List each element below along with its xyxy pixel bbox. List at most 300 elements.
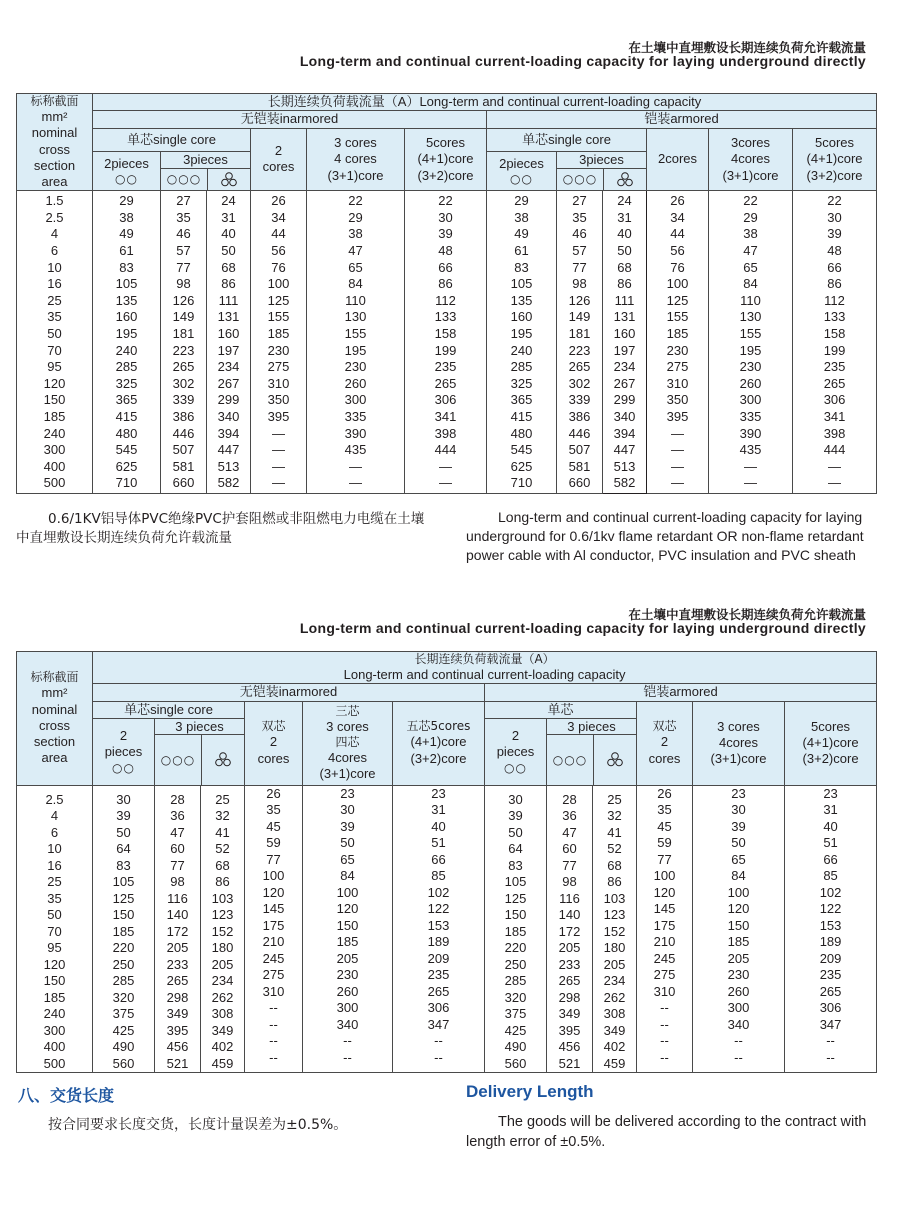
table-cell: 50: [221, 243, 236, 259]
table-cell: 521: [558, 1055, 581, 1071]
table-cell: 70: [47, 342, 62, 358]
table-cell: 30: [731, 802, 746, 818]
table-cell: 209: [819, 950, 842, 966]
table-cell: 507: [568, 442, 591, 458]
table-cell: 47: [170, 824, 185, 840]
area-column: [17, 191, 93, 494]
table-cell: 150: [43, 392, 66, 408]
single-core-header-armored: 单芯: [485, 701, 637, 718]
data-column: [161, 191, 207, 494]
table-cell: 45: [657, 818, 672, 834]
table-cell: 230: [344, 359, 367, 375]
table-cell: 285: [510, 359, 533, 375]
table-cell: 66: [431, 851, 446, 867]
table-cell: 22: [827, 193, 842, 209]
table-cell: 22: [743, 193, 758, 209]
table-cell: 158: [823, 326, 846, 341]
table-cell: 65: [743, 259, 758, 275]
table-cell: 38: [743, 226, 758, 242]
table-cell: 41: [607, 824, 622, 840]
table-cell: 490: [504, 1039, 527, 1055]
table-cell: 85: [431, 868, 446, 884]
table-cell: 310: [262, 983, 285, 999]
table-cell: 100: [336, 884, 359, 900]
table-cell: 350: [666, 392, 689, 408]
table-cell: 300: [344, 392, 367, 408]
table-cell: 25: [47, 874, 62, 890]
table-cell: 40: [431, 818, 446, 834]
table-cell: 25: [607, 791, 622, 807]
table-cell: 233: [166, 956, 189, 972]
table-cell: 56: [670, 243, 685, 259]
table-cell: 306: [819, 1000, 842, 1016]
table-cell: 39: [827, 226, 842, 242]
table-cell: 39: [731, 818, 746, 834]
table-cell: 35: [266, 802, 281, 818]
table-cell: 435: [344, 442, 367, 458]
table-cell: 560: [112, 1055, 135, 1071]
five-cores-header: 五芯5cores (4+1)core (3+2)core: [393, 701, 485, 785]
table-cell: 153: [427, 917, 450, 933]
table-cell: 135: [115, 292, 138, 308]
table-cell: 86: [438, 276, 453, 292]
table-cell: 122: [427, 901, 450, 917]
table-cell: 230: [727, 967, 750, 983]
table-cell: 102: [819, 884, 842, 900]
table-cell: --: [269, 1016, 278, 1032]
table-cell: 66: [827, 259, 842, 275]
table-cell: 47: [348, 243, 363, 259]
table-cell: 175: [653, 917, 676, 933]
delivery-body-cn: 按合同要求长度交货，长度计量误差为±0.5%。: [48, 1117, 348, 1133]
table-cell: 444: [823, 442, 846, 458]
table-cell: —: [272, 475, 285, 491]
table-cell: 205: [166, 940, 189, 956]
table-cell: 335: [344, 408, 367, 424]
table-cell: 300: [336, 1000, 359, 1016]
delivery-body-en: The goods will be delivered according to the contract with length error of ±0.5%.: [466, 1114, 867, 1150]
table-cell: 581: [568, 458, 591, 474]
table-cell: 320: [504, 989, 527, 1005]
table-cell: 195: [739, 342, 762, 358]
table-cell: 265: [568, 359, 591, 375]
table-cell: 98: [170, 874, 185, 890]
table-cell: —: [671, 442, 684, 458]
table-cell: 111: [614, 292, 635, 308]
table-cell: 102: [427, 884, 450, 900]
table-cell: 27: [176, 193, 191, 209]
table-cell: 245: [262, 950, 285, 966]
table-cell: 260: [739, 375, 762, 391]
table-cell: 230: [336, 967, 359, 983]
table-cell: 61: [119, 243, 134, 259]
table-cell: 185: [112, 923, 135, 939]
table-cell: 560: [504, 1055, 527, 1071]
table-cell: 65: [348, 259, 363, 275]
table-cell: 250: [112, 956, 135, 972]
table-cell: 26: [266, 785, 281, 801]
table-cell: 2.5: [45, 791, 64, 807]
table-cell: 155: [666, 309, 689, 325]
table-cell: 150: [336, 917, 359, 933]
table-cell: 110: [345, 292, 366, 308]
section1-title-en: Long-term and continual current-loading capacity for laying underground directly: [299, 53, 866, 69]
table-cell: 155: [344, 326, 367, 341]
table-cell: 44: [670, 226, 685, 242]
table-cell: 126: [568, 292, 591, 308]
table-cell: 459: [211, 1055, 234, 1071]
data-column: [155, 785, 201, 1073]
table-cell: 185: [43, 989, 66, 1005]
table-cell: 4: [50, 226, 59, 242]
table-cell: 197: [613, 342, 636, 358]
table-cell: 395: [267, 408, 290, 424]
table-cell: 265: [819, 983, 842, 999]
table-cell: 76: [271, 259, 286, 275]
table-cell: —: [828, 458, 842, 474]
three-cores-header-armored: 3cores 4cores (3+1)core: [709, 128, 793, 191]
table-cell: 175: [262, 917, 285, 933]
table-cell: 98: [176, 276, 191, 292]
table-cell: —: [744, 475, 757, 491]
table-cell: 111: [218, 292, 239, 308]
table-cell: 68: [607, 857, 622, 873]
flat-three-core-icon: ○○○: [155, 735, 202, 785]
table-cell: 300: [739, 392, 762, 408]
table-cell: 30: [508, 791, 523, 807]
table-cell: 133: [823, 309, 846, 325]
table-cell: 86: [607, 874, 622, 890]
section2-title-cn: 在土壤中直埋敷设长期连续负荷允许载流量: [628, 607, 866, 622]
table-cell: 459: [603, 1055, 626, 1071]
table-cell: 210: [262, 934, 285, 950]
table-cell: --: [660, 1033, 669, 1049]
table-cell: —: [349, 475, 362, 491]
table-cell: 22: [438, 193, 453, 209]
table-cell: 122: [819, 901, 842, 917]
table-cell: 46: [176, 226, 191, 242]
table-cell: 300: [43, 442, 66, 458]
data-column: [93, 785, 155, 1073]
table-cell: 50: [340, 835, 355, 851]
current-capacity-header: 长期连续负荷载流量（A）Long-term and continual current-loading capacity: [93, 94, 877, 111]
two-cores-header: 2 cores: [251, 128, 307, 191]
table-cell: 77: [657, 851, 672, 867]
table-cell: 150: [727, 917, 750, 933]
table-cell: 415: [115, 408, 138, 424]
data-column: [307, 191, 405, 494]
table-cell: 26: [670, 193, 685, 209]
flat-three-core-icon: ○○○: [547, 735, 594, 785]
table-cell: 105: [115, 276, 138, 292]
two-pieces-header-armored: 2 pieces ○○: [485, 718, 547, 785]
table-cell: 100: [653, 868, 676, 884]
two-pieces-header: 2pieces ○○: [93, 152, 161, 191]
table-cell: 65: [731, 851, 746, 867]
table-cell: 40: [617, 226, 632, 242]
table-cell: —: [439, 475, 452, 491]
current-capacity-table-2: [16, 651, 877, 1073]
table-cell: 44: [271, 226, 286, 242]
table-cell: 1.5: [45, 193, 64, 209]
table-cell: 51: [823, 835, 838, 851]
table-cell: 84: [340, 868, 355, 884]
table-cell: 425: [504, 1022, 527, 1038]
table-cell: 38: [514, 209, 529, 225]
table-cell: 98: [572, 276, 587, 292]
table-cell: 66: [438, 259, 453, 275]
unarmored-header: 无铠装inarmored: [93, 684, 485, 701]
table-cell: 59: [266, 835, 281, 851]
table-cell: 36: [562, 808, 577, 824]
table-cell: —: [272, 425, 285, 441]
table-cell: 375: [112, 1006, 135, 1022]
table-cell: 160: [613, 326, 636, 341]
table-cell: 50: [617, 243, 632, 259]
table-cell: 39: [508, 808, 523, 824]
table-cell: 395: [166, 1022, 189, 1038]
table-cell: 285: [112, 973, 135, 989]
table-cell: 456: [166, 1039, 189, 1055]
table-cell: 349: [558, 1006, 581, 1022]
table-cell: 120: [727, 901, 750, 917]
table-cell: —: [272, 442, 285, 458]
table-cell: 425: [112, 1022, 135, 1038]
table-cell: 220: [112, 940, 135, 956]
table-cell: 300: [43, 1022, 66, 1038]
table-cell: 310: [653, 983, 676, 999]
section2-title-en: Long-term and continual current-loading capacity for laying underground directly: [299, 620, 866, 636]
table-cell: 57: [572, 243, 587, 259]
table-cell: 100: [727, 884, 750, 900]
delivery-heading-cn: 八、交货长度: [18, 1086, 115, 1105]
three-pieces-header-armored: 3pieces ○○○: [557, 152, 647, 191]
table-cell: —: [349, 458, 362, 474]
data-column: [245, 785, 303, 1073]
table-cell: 205: [336, 950, 359, 966]
table-cell: 120: [336, 901, 359, 917]
table-cell: 10: [47, 841, 62, 857]
table-cell: 710: [510, 475, 533, 491]
table-cell: 140: [558, 907, 581, 923]
table-cell: 480: [115, 425, 138, 441]
table-cell: --: [269, 1033, 278, 1049]
table-cell: 31: [221, 209, 236, 225]
table-cell: —: [671, 425, 684, 441]
flat-two-core-icon: ○○: [112, 760, 135, 775]
table-cell: 625: [510, 458, 533, 474]
table-cell: 199: [434, 342, 457, 358]
table-cell: 23: [431, 785, 446, 801]
table-cell: 234: [211, 973, 234, 989]
table-cell: 240: [510, 342, 533, 358]
five-cores-header: 5cores (4+1)core (3+2)core: [405, 128, 487, 191]
table-cell: 500: [43, 1055, 66, 1071]
table-cell: 35: [47, 309, 62, 325]
data-column: [487, 191, 557, 494]
table-cell: 66: [823, 851, 838, 867]
table-cell: —: [828, 475, 842, 491]
table-cell: 103: [211, 890, 234, 906]
table-cell: 513: [613, 458, 636, 474]
table-cell: 100: [267, 276, 290, 292]
table-cell: 386: [172, 408, 195, 424]
table-cell: 23: [340, 785, 355, 801]
table-cell: 61: [514, 243, 529, 259]
trefoil-icon: [208, 169, 250, 190]
table-cell: 275: [653, 967, 676, 983]
table-cell: 267: [613, 375, 636, 391]
table-cell: 52: [215, 841, 230, 857]
table-cell: 39: [340, 818, 355, 834]
five-cores-header-armored: 5cores (4+1)core (3+2)core: [785, 701, 877, 785]
table-cell: 160: [115, 309, 138, 325]
table-cell: 77: [562, 857, 577, 873]
table-cell: 262: [211, 989, 234, 1005]
table-cell: 76: [670, 259, 685, 275]
table-cell: 447: [217, 442, 240, 458]
table-cell: 150: [112, 907, 135, 923]
three-pieces-header: 3pieces ○○○: [161, 152, 251, 191]
table-cell: —: [272, 458, 285, 474]
table-cell: 140: [166, 907, 189, 923]
table-cell: 341: [823, 408, 846, 424]
table-cell: 34: [271, 209, 286, 225]
table-cell: 446: [172, 425, 195, 441]
table-cell: 149: [568, 309, 591, 325]
table-cell: 185: [666, 326, 689, 341]
table-cell: 306: [823, 392, 846, 408]
table-cell: 125: [267, 292, 290, 308]
table-cell: 325: [115, 375, 138, 391]
caption-cn: 0.6/1KV铝导体PVC绝缘PVC护套阻燃或非阻燃电力电缆在土壤中直埋敷设长期连续负荷允许载流量: [16, 511, 425, 546]
two-cores-header-armored: 双芯 2 cores: [637, 701, 693, 785]
table-cell: --: [734, 1033, 743, 1049]
data-column: [207, 191, 251, 494]
table-cell: 395: [558, 1022, 581, 1038]
table-cell: 415: [510, 408, 533, 424]
area-header: 标称截面 mm² nominal cross section area: [17, 94, 93, 191]
table-cell: 24: [221, 193, 236, 209]
table-cell: 185: [267, 326, 290, 341]
table-cell: 40: [221, 226, 236, 242]
table-cell: 28: [562, 791, 577, 807]
table-cell: 38: [119, 209, 134, 225]
data-column: [603, 191, 647, 494]
table-cell: 60: [170, 841, 185, 857]
table-cell: 39: [116, 808, 131, 824]
three-cores-header-armored: 3 cores 4cores (3+1)core: [693, 701, 785, 785]
table-cell: 50: [508, 824, 523, 840]
table-cell: 234: [217, 359, 240, 375]
table-cell: 110: [740, 292, 761, 308]
table-cell: 446: [568, 425, 591, 441]
table-cell: --: [660, 1016, 669, 1032]
data-column: [93, 191, 161, 494]
table-cell: 480: [510, 425, 533, 441]
area-column: [17, 785, 93, 1073]
table-cell: 77: [572, 259, 587, 275]
table-cell: 260: [727, 983, 750, 999]
table-cell: 250: [504, 956, 527, 972]
table-cell: 444: [434, 442, 457, 458]
table-cell: 349: [166, 1006, 189, 1022]
table-cell: 299: [217, 392, 240, 408]
table-cell: 386: [568, 408, 591, 424]
current-capacity-table-1: [16, 93, 877, 494]
table-cell: 131: [613, 309, 636, 325]
table-cell: 100: [262, 868, 285, 884]
table-cell: —: [744, 458, 757, 474]
table-cell: 10: [47, 259, 62, 275]
table-cell: 325: [510, 375, 533, 391]
table-cell: 265: [166, 973, 189, 989]
table-cell: 112: [435, 292, 456, 308]
table-cell: 349: [603, 1022, 626, 1038]
table-cell: 189: [427, 934, 450, 950]
table-cell: 185: [727, 934, 750, 950]
table-cell: 197: [217, 342, 240, 358]
table-cell: 150: [504, 907, 527, 923]
table-cell: 51: [431, 835, 446, 851]
table-cell: 26: [657, 785, 672, 801]
table-cell: 180: [211, 940, 234, 956]
table-cell: 230: [739, 359, 762, 375]
table-cell: 125: [504, 890, 527, 906]
table-cell: 35: [47, 890, 62, 906]
table-cell: 35: [176, 209, 191, 225]
three-cores-header: 三芯 3 cores 四芯 4cores (3+1)core: [303, 701, 393, 785]
data-column: [547, 785, 593, 1073]
table-cell: 260: [344, 375, 367, 391]
table-cell: 233: [558, 956, 581, 972]
data-column: [637, 785, 693, 1073]
table-cell: 205: [558, 940, 581, 956]
flat-two-core-icon: ○○: [115, 171, 138, 186]
table-cell: 308: [211, 1006, 234, 1022]
single-core-header: 单芯single core: [93, 701, 245, 718]
table-cell: 335: [739, 408, 762, 424]
table-cell: 185: [504, 923, 527, 939]
table-cell: 400: [43, 1039, 66, 1055]
table-cell: 205: [211, 956, 234, 972]
table-cell: --: [434, 1033, 443, 1049]
table-cell: 120: [43, 956, 66, 972]
two-cores-header-armored: 2cores: [647, 128, 709, 191]
table-cell: 320: [112, 989, 135, 1005]
table-cell: 65: [340, 851, 355, 867]
table-cell: 105: [510, 276, 533, 292]
table-cell: 6: [50, 824, 59, 840]
table-cell: 25: [47, 292, 62, 308]
table-cell: —: [439, 458, 452, 474]
table-cell: 223: [568, 342, 591, 358]
table-cell: 205: [727, 950, 750, 966]
table-cell: 125: [666, 292, 689, 308]
table-cell: --: [343, 1033, 352, 1049]
data-column: [201, 785, 245, 1073]
table-cell: 230: [666, 342, 689, 358]
table-cell: 660: [568, 475, 591, 491]
table-cell: 275: [666, 359, 689, 375]
table-cell: 47: [743, 243, 758, 259]
table-cell: 298: [558, 989, 581, 1005]
data-column: [593, 785, 637, 1073]
table-cell: 31: [431, 802, 446, 818]
table-cell: 435: [739, 442, 762, 458]
table-cell: 126: [172, 292, 195, 308]
table-cell: 16: [47, 276, 62, 292]
